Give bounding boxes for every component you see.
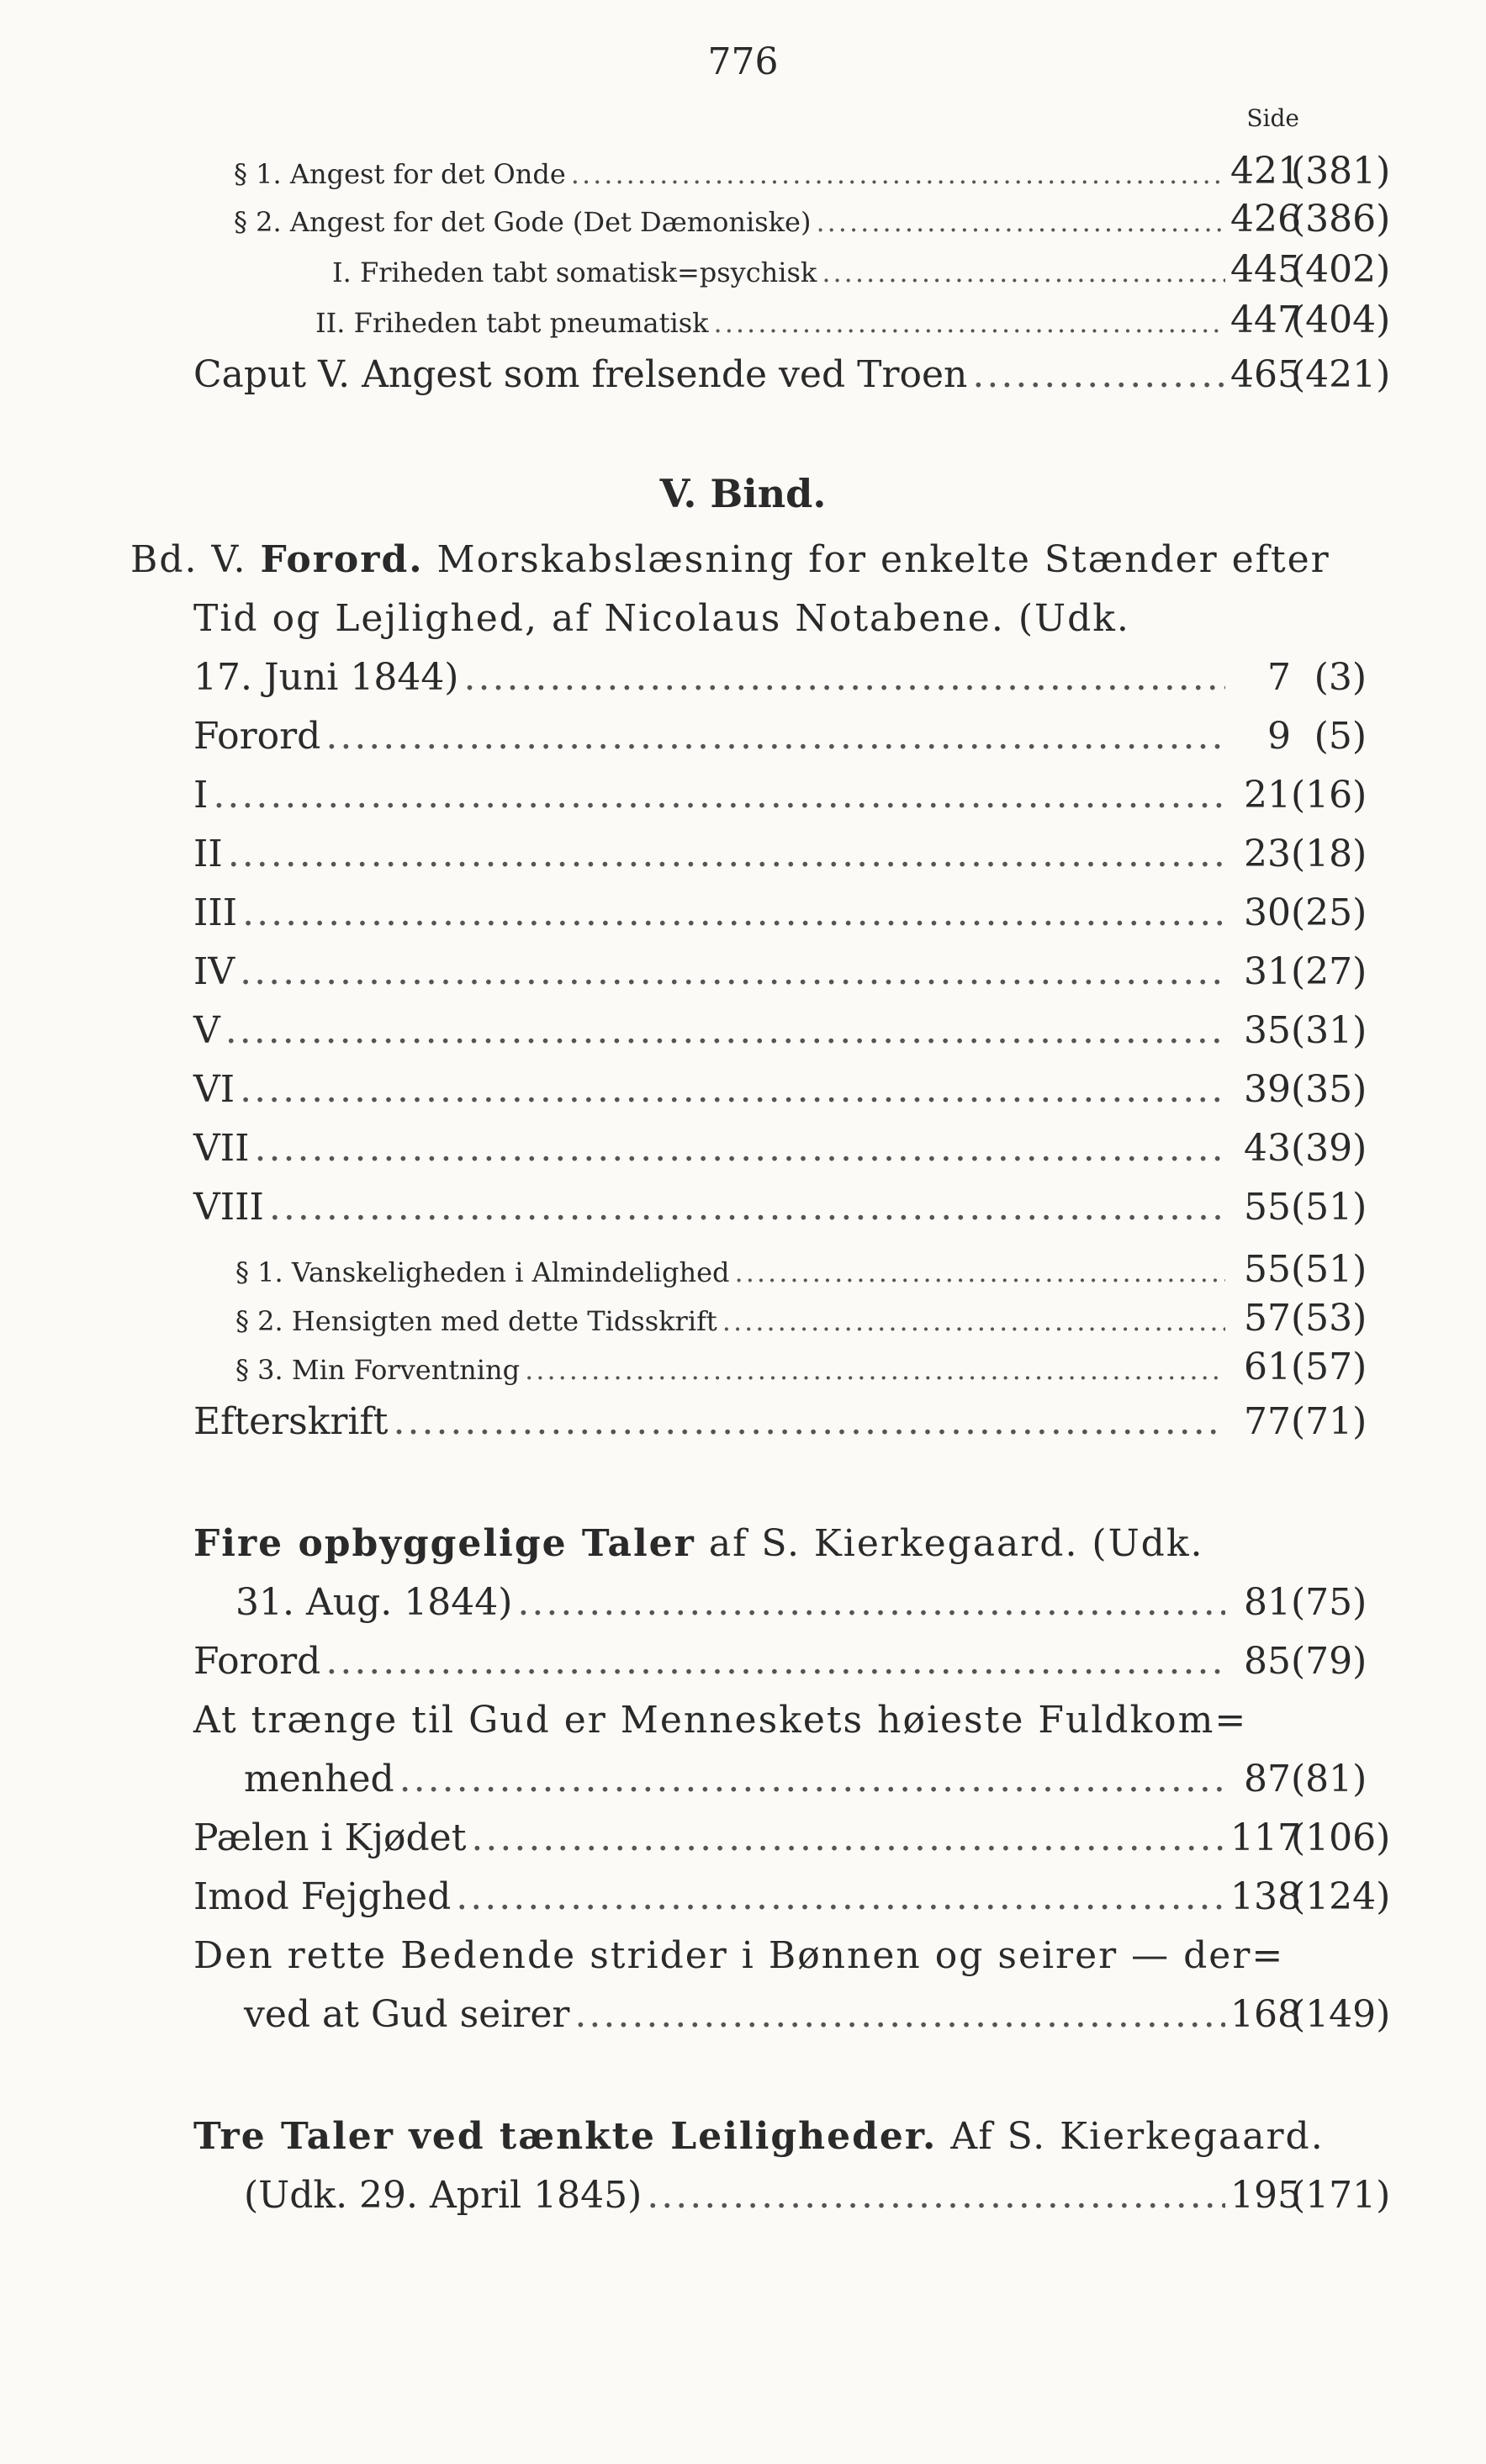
toc-entry: Caput V. Angest som frelsende ved Troen ..... 465 (421) (193, 353, 1367, 396)
section-heading-fire-taler: Fire opbyggelige Taler af S. Kierkegaard. (Udk. (193, 1522, 1204, 1565)
toc-entry: VIII ..... 55 (51) (193, 1186, 1367, 1229)
toc-entry: 17. Juni 1844) ..... 7 (3) (193, 656, 1367, 699)
toc-entry: ved at Gud seirer ..... 168 (149) (244, 1993, 1367, 2036)
toc-entry: § 2. Hensigten med dette Tidsskrift ..... 57 (53) (235, 1297, 1367, 1340)
toc-entry: VII ..... 43 (39) (193, 1127, 1367, 1170)
toc-entry-first-line: At trænge til Gud er Menneskets høieste Fuldkom= (193, 1699, 1248, 1742)
toc-entry: § 2. Angest for det Gode (Det Dæmoniske) ..... 426 (386) (234, 198, 1367, 241)
toc-entry: 31. Aug. 1844) ..... 81 (75) (235, 1581, 1367, 1624)
toc-entry: (Udk. 29. April 1845) ..... 195 (171) (244, 2174, 1367, 2217)
toc-entry-first-line: Den rette Bedende strider i Bønnen og seirer — der= (193, 1934, 1285, 1977)
page-number: 776 (707, 40, 779, 83)
toc-entry: Forord ..... 9 (5) (193, 715, 1367, 758)
toc-entry: IV ..... 31 (27) (193, 950, 1367, 993)
toc-entry: II. Friheden tabt pneumatisk ..... 447 (404) (315, 299, 1367, 341)
section-heading-forord: Bd. V. Forord. Morskabslæsning for enkelte Stænder efter (130, 538, 1330, 581)
toc-entry: I ..... 21 (16) (193, 774, 1367, 817)
volume-title: V. Bind. (659, 471, 827, 516)
section-heading-tre-taler: Tre Taler ved tænkte Leiligheder. Af S. Kierkegaard. (193, 2115, 1325, 2158)
side-column-label: Side (1246, 104, 1299, 132)
toc-entry: Efterskrift ..... 77 (71) (193, 1400, 1367, 1443)
toc-entry: § 1. Vanskeligheden i Almindelighed ..... 55 (51) (235, 1248, 1367, 1291)
toc-entry: I. Friheden tabt somatisk=psychisk ..... 445 (402) (332, 248, 1367, 291)
toc-entry: Forord ..... 85 (79) (193, 1640, 1367, 1683)
toc-entry: V ..... 35 (31) (193, 1009, 1367, 1052)
toc-entry: VI ..... 39 (35) (193, 1068, 1367, 1111)
toc-entry: III ..... 30 (25) (193, 891, 1367, 934)
toc-entry: II ..... 23 (18) (193, 833, 1367, 875)
section-heading-line: Tid og Lejlighed, af Nicolaus Notabene. (Udk. (193, 597, 1130, 640)
toc-entry: Imod Fejghed ..... 138 (124) (193, 1875, 1367, 1918)
toc-entry: Pælen i Kjødet ..... 117 (106) (193, 1816, 1367, 1859)
toc-entry: § 1. Angest for det Onde ..... 421 (381) (234, 150, 1367, 193)
toc-entry: menhed ..... 87 (81) (244, 1758, 1367, 1800)
toc-entry: § 3. Min Forventning ..... 61 (57) (235, 1346, 1367, 1388)
